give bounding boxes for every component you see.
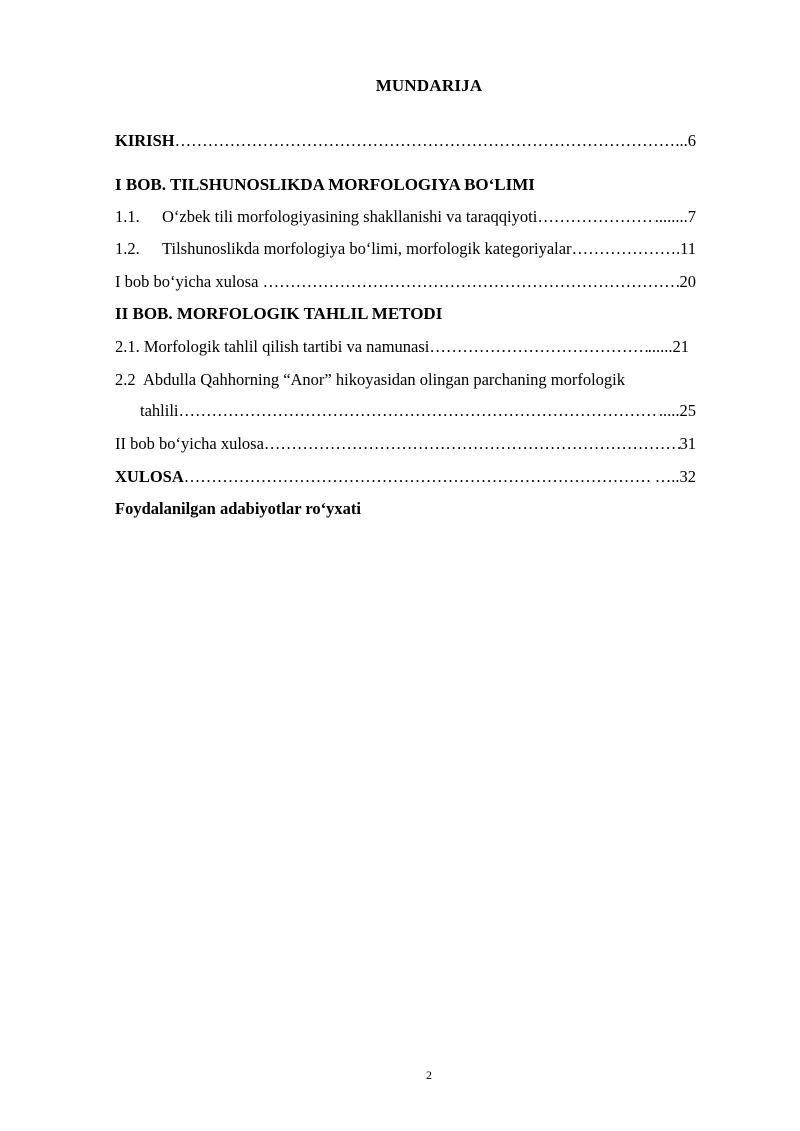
toc-entry-label: 2.1. Morfologik tahlil qilish tartibi va namunasi (115, 337, 430, 356)
toc-page-number: 11 (680, 239, 696, 258)
toc-entry-number: 1.1. (115, 207, 140, 226)
toc-chapter-heading-2: II BOB. MORFOLOGIK TAHLIL METODI (115, 304, 443, 323)
toc-entry-number: 1.2. (115, 239, 140, 258)
toc-page-number: 6 (687, 131, 696, 150)
toc-leader-dots (184, 466, 651, 488)
toc-dots-tail: ….. (650, 467, 680, 486)
toc-page-number: 20 (679, 272, 696, 291)
page-title: MUNDARIJA (375, 76, 483, 95)
toc-dots-tail: ... (675, 131, 688, 150)
toc-entry-2-1 (115, 336, 696, 358)
toc-leader-dots (175, 130, 676, 152)
toc-entry-label: KIRISH (115, 131, 175, 150)
toc-entry-1-2 (115, 238, 696, 260)
toc-entry-2-2-line1: 2.2 Abdulla Qahhorning “Anor” hikoyasidan olingan parchaning morfologik (115, 370, 626, 389)
toc-page-number: 25 (679, 401, 696, 420)
toc-entry-i-bob-xulosa (115, 271, 696, 293)
toc-leader-dots (537, 206, 654, 228)
toc-entry-label: Tilshunoslikda morfologiya bo‘limi, morfologik kategoriyalar (162, 239, 572, 258)
toc-entry-label: I bob bo‘yicha xulosa (115, 272, 263, 291)
toc-entry-xulosa (115, 466, 696, 488)
toc-chapter-heading-1: I BOB. TILSHUNOSLIKDA MORFOLOGIYA BO‘LIMI (115, 175, 535, 194)
toc-entry-label: II bob bo‘yicha xulosa (115, 434, 264, 453)
toc-leader-dots (429, 336, 647, 358)
page-number: 2 (426, 1068, 432, 1082)
toc-leader-dots (263, 271, 680, 293)
toc-entry-ii-bob-xulosa (115, 433, 696, 455)
toc-entry-label: tahlili (140, 401, 179, 420)
toc-leader-dots (179, 400, 659, 422)
toc-entry-label: XULOSA (115, 467, 184, 486)
toc-page-number: 32 (679, 467, 696, 486)
toc-dots-tail: ........ (654, 207, 688, 226)
toc-entry-label: O‘zbek tili morfologiyasining shakllanishi va taraqqiyoti (162, 207, 538, 226)
toc-entry-kirish (115, 130, 696, 152)
toc-dots-tail: . (675, 239, 681, 258)
toc-entry-2-2-line2 (115, 400, 696, 422)
toc-entry-1-1 (115, 206, 696, 228)
toc-page-number: 31 (679, 434, 696, 453)
toc-leader-dots (572, 238, 676, 260)
toc-dots-tail: ..... (658, 401, 680, 420)
toc-dots-tail: ...... (647, 337, 673, 356)
toc-entry-references: Foydalanilgan adabiyotlar ro‘yxati (115, 499, 362, 518)
toc-page-number: 7 (687, 207, 696, 226)
toc-leader-dots (264, 433, 680, 455)
toc-page-number: 21 (672, 337, 689, 356)
